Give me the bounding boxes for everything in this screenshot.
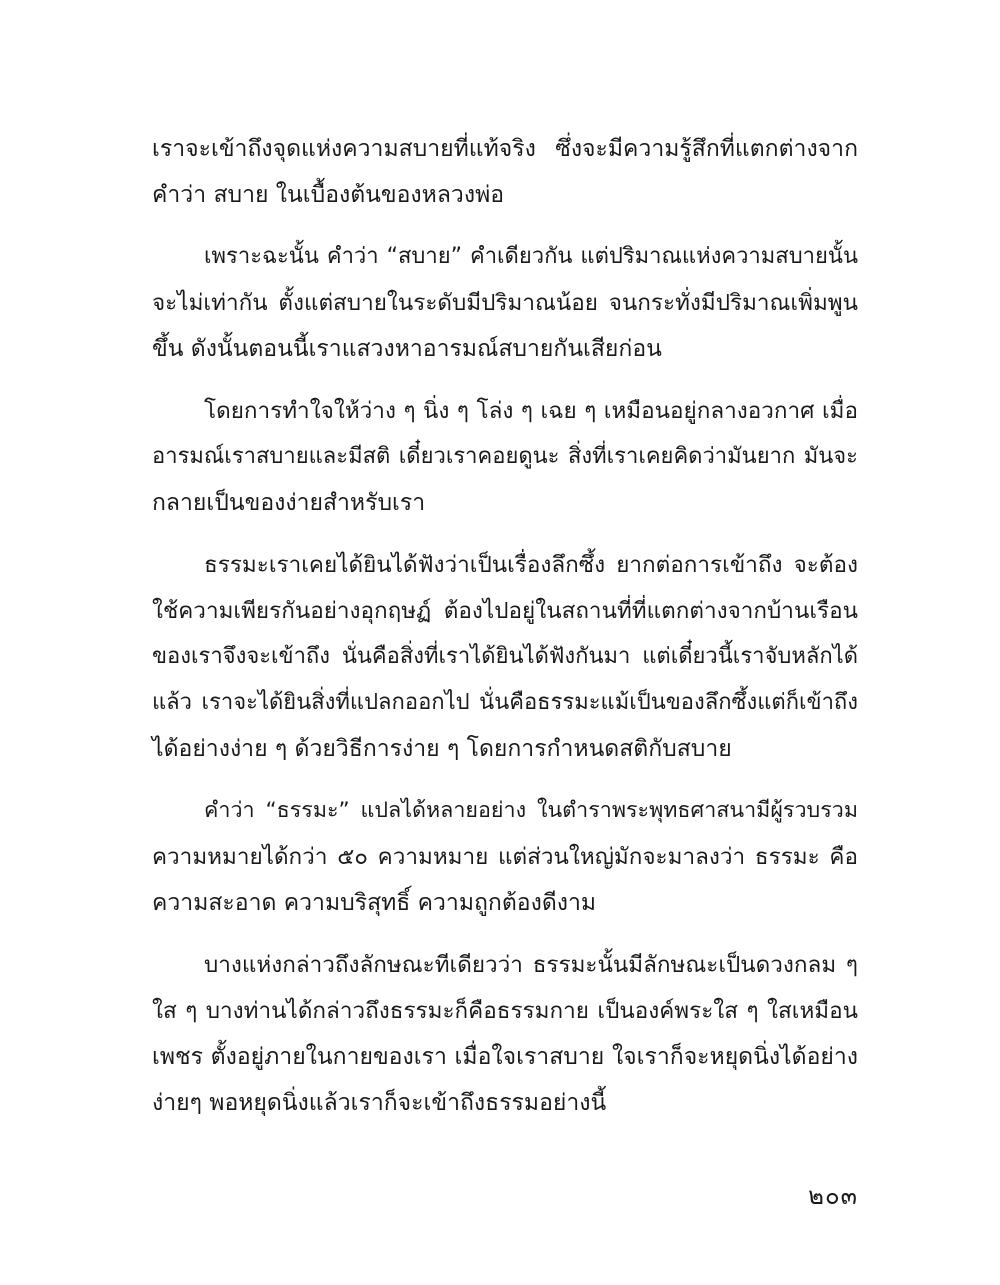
text-line: คำว่า “ธรรมะ” แปลได้หลายอย่าง ในตำราพระพุทธศาสนามีผู้รวบรวม: [204, 798, 858, 823]
text-line: ใส ๆ บางท่านได้กล่าวถึงธรรมะก็คือธรรมกาย เป็นองค์พระใส ๆ ใสเหมือน: [152, 998, 858, 1024]
text-line: แล้ว เราจะได้ยินสิ่งที่แปลกออกไป นั่นคือธรรมะแม้เป็นของลึกซึ้งแต่ก็เข้าถึง: [152, 690, 858, 715]
text-line: เพราะฉะนั้น คำว่า “สบาย” คำเดียวกัน แต่ปริมาณแห่งความสบายนั้น: [204, 244, 858, 269]
text-line: ความหมายได้กว่า ๕๐ ความหมาย แต่ส่วนใหญ่มักจะมาลงว่า ธรรมะ คือ: [152, 844, 858, 870]
page-number: ๒๐๓: [808, 1182, 858, 1210]
text-line: เราจะเข้าถึงจุดแห่งความสบายที่แท้จริง ซึ่งจะมีความรู้สึกที่แตกต่างจาก: [152, 136, 858, 162]
text-line: ธรรมะเราเคยได้ยินได้ฟังว่าเป็นเรื่องลึกซึ้ง ยากต่อการเข้าถึง จะต้อง: [204, 552, 858, 578]
text-line: ได้อย่างง่าย ๆ ด้วยวิธีการง่าย ๆ โดยการกำหนดสติกับสบาย: [152, 736, 732, 762]
paragraph-4: [152, 542, 858, 772]
text-line: คำว่า สบาย ในเบื้องต้นของหลวงพ่อ: [152, 182, 505, 208]
text-line: จะไม่เท่ากัน ตั้งแต่สบายในระดับมีปริมาณน้อย จนกระทั่งมีปริมาณเพิ่มพูน: [152, 290, 858, 316]
text-line: โดยการทำใจให้ว่าง ๆ นิ่ง ๆ โล่ง ๆ เฉย ๆ เหมือนอยู่กลางอวกาศ เมื่อ: [204, 398, 858, 424]
text-line: ของเราจึงจะเข้าถึง นั่นคือสิ่งที่เราได้ยินได้ฟังกันมา แต่เดี๋ยวนี้เราจับหลักได้: [152, 644, 858, 669]
paragraph-2: [152, 234, 858, 372]
text-line: อารมณ์เราสบายและมีสติ เดี๋ยวเราคอยดูนะ สิ่งที่เราเคยคิดว่ามันยาก มันจะ: [152, 444, 858, 469]
paragraph-5: [152, 788, 858, 926]
text-line: ง่ายๆ พอหยุดนิ่งแล้วเราก็จะเข้าถึงธรรมอย่างนี้: [152, 1090, 607, 1116]
text-line: เพชร ตั้งอยู่ภายในกายของเรา เมื่อใจเราสบาย ใจเราก็จะหยุดนิ่งได้อย่าง: [152, 1044, 858, 1070]
text-line: กลายเป็นของง่ายสำหรับเรา: [152, 490, 426, 516]
body-text: [152, 126, 858, 1142]
paragraph-3: [152, 388, 858, 526]
paragraph-1: [152, 126, 858, 218]
text-line: ขึ้น ดังนั้นตอนนี้เราแสวงหาอารมณ์สบายกันเสียก่อน: [152, 336, 662, 362]
text-line: ความสะอาด ความบริสุทธิ์ ความถูกต้องดีงาม: [152, 890, 597, 916]
text-line: ใช้ความเพียรกันอย่างอุกฤษฏ์ ต้องไปอยู่ในสถานที่ที่แตกต่างจากบ้านเรือน: [152, 598, 858, 624]
text-line: บางแห่งกล่าวถึงลักษณะทีเดียวว่า ธรรมะนั้นมีลักษณะเป็นดวงกลม ๆ: [204, 952, 858, 978]
paragraph-6: [152, 942, 858, 1126]
